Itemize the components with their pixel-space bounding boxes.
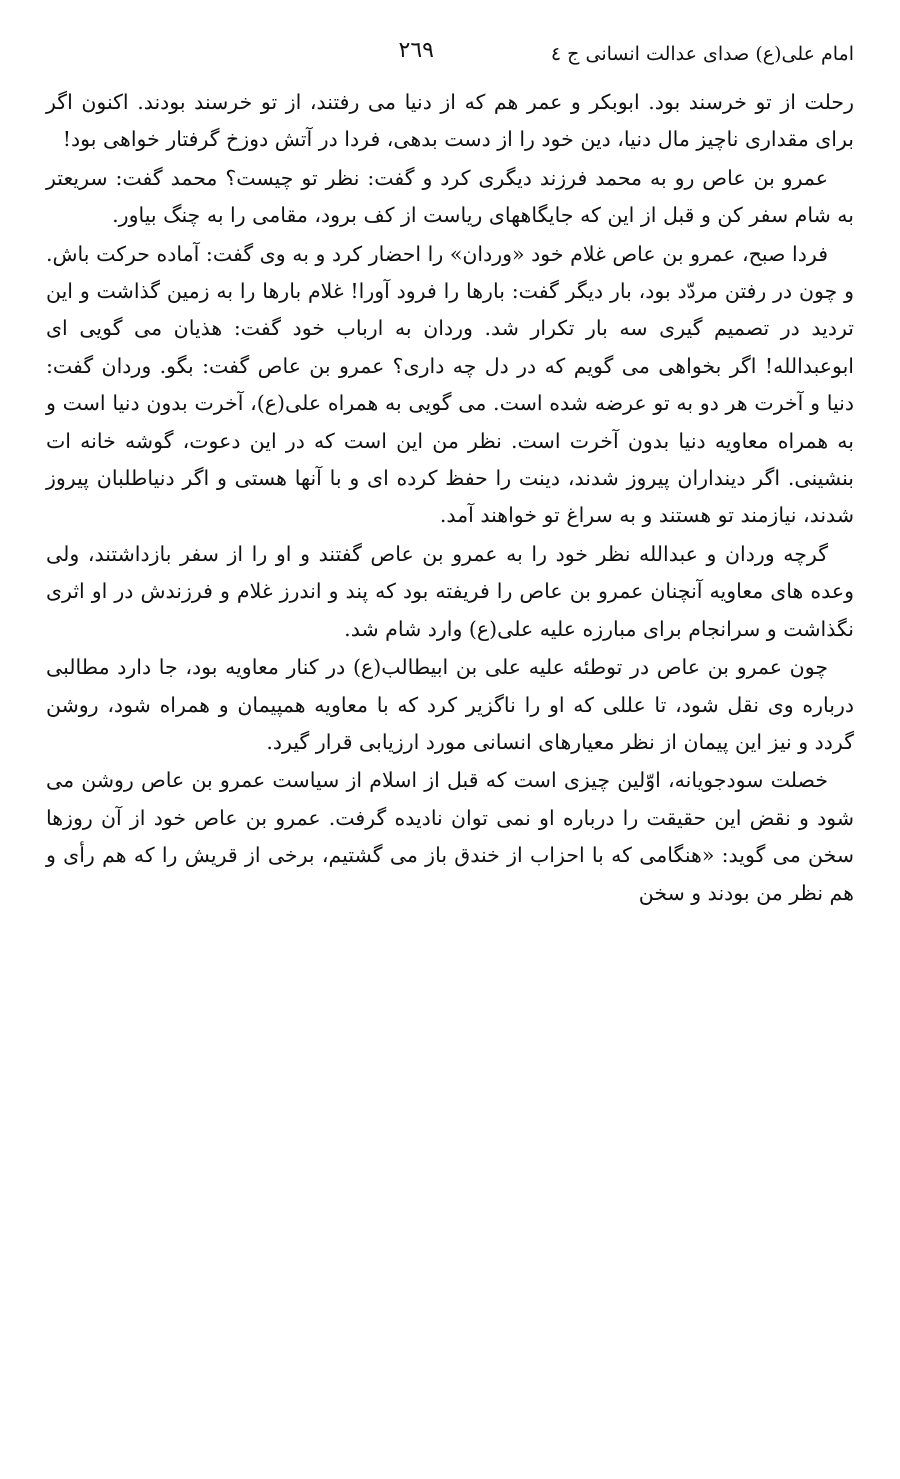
- page-number: ٢٦٩: [398, 38, 434, 63]
- paragraph-3: فردا صبح، عمرو بن عاص غلام خود «وردان» را احضار کرد و به وی گفت: آماده حرکت باش. و چون در رفتن مردّد بود، بار دیگر گفت: بارها را فرود آورا! غلام بارها را به زمین گذاشت و این تردید در تصمیم گیری سه بار تکرار شد. وردان به ارباب خود گفت: هذیان می گویی ای ابوعبدالله! اگر بخواهی می گویم که در دل چه داری؟ عمرو بن عاص گفت: بگو. وردان گفت: دنیا و آخرت هر دو به تو عرضه شده است. می گویی به همراه علی(ع)، آخرت بدون دنیا است و به همراه معاویه دنیا بدون آخرت است. نظر من این است که در این دعوت، گوشه خانه ات بنشینی. اگر دینداران پیروز شدند، دینت را حفظ کرده ای و با آنها هستی و اگر دنیاطلبان پیروز شدند، نیازمند تو هستند و به سراغ تو خواهند آمد.: [46, 241, 854, 528]
- paragraph-1: رحلت از تو خرسند بود. ابوبکر و عمر هم که از دنیا می رفتند، از تو خرسند بودند. اکنون اگر برای مقداری ناچیز مال دنیا، دین خود را از دست بدهی، فردا در آتش دوزخ گرفتار خواهی بود!: [46, 90, 854, 152]
- body-text: [46, 84, 854, 912]
- paragraph-6: خصلت سودجویانه، اوّلین چیزی است که قبل از اسلام از سیاست عمرو بن عاص روشن می شود و نقض این حقیقت را درباره او نمی توان نادیده گرفت. عمرو بن عاص خود از آن روزها سخن می گوید: «هنگامی که با احزاب از خندق باز می گشتیم، برخی از قریش را که هم رأی و هم نظر من بودند و سخن: [46, 768, 854, 905]
- page-header: [46, 40, 854, 84]
- running-title: امام علی(ع) صدای عدالت انسانی ج ٤: [550, 43, 854, 65]
- paragraph-2: عمرو بن عاص رو به محمد فرزند دیگری کرد و گفت: نظر تو چیست؟ محمد گفت: سریعتر به شام سفر کن و قبل از این که جایگاههای ریاست از کف برود، مقامی را به چنگ بیاور.: [46, 165, 854, 228]
- paragraph-5: چون عمرو بن عاص در توطئه علیه علی بن ابیطالب(ع) در کنار معاویه بود، جا دارد مطالبی درباره وی نقل شود، تا عللی که او را ناگزیر کرد که با معاویه همپیمان و همراه شود، روشن گردد و نیز این پیمان از نظر معیارهای انسانی مورد ارزیابی قرار گیرد.: [46, 655, 854, 754]
- paragraph-4: گرچه وردان و عبدالله نظر خود را به عمرو بن عاص گفتند و او را از سفر بازداشتند، ولی وعده های معاویه آنچنان عمرو بن عاص را فریفته بود که پند و اندرز غلام و فرزندش در او اثری نگذاشت و سرانجام برای مبارزه علیه علی(ع) وارد شام شد.: [46, 541, 854, 641]
